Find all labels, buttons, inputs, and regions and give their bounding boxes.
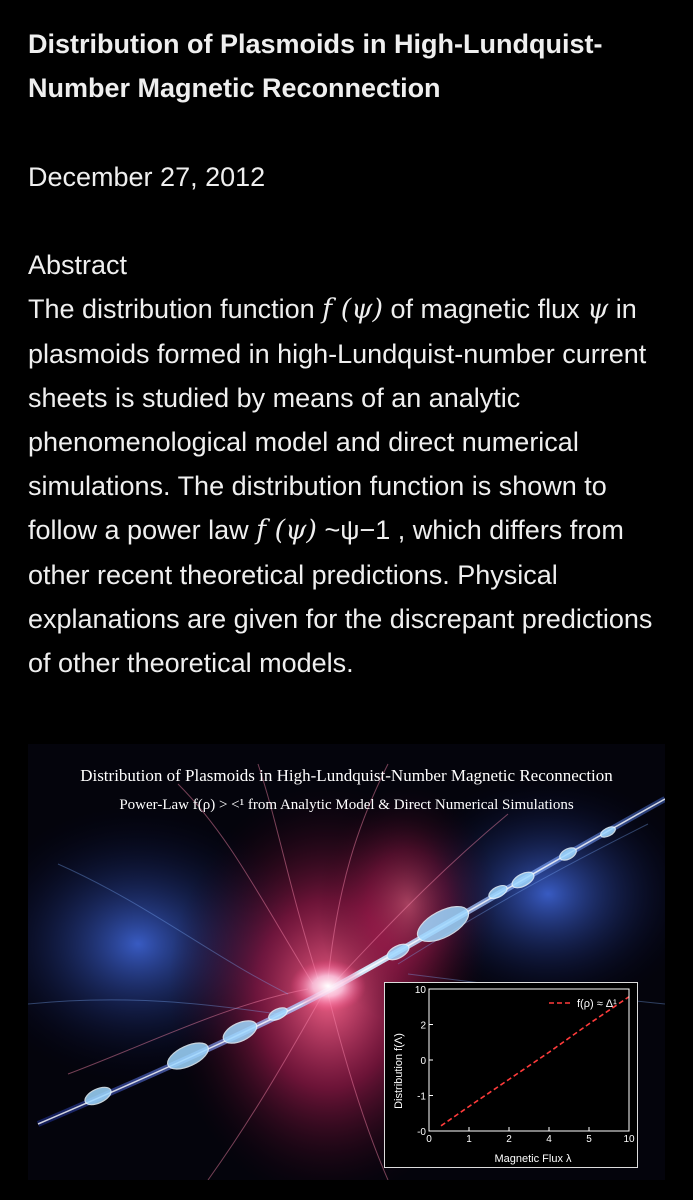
plasmoid-illustration (28, 744, 665, 1180)
legend-label: f(ρ) ≈ Δ¹ (577, 998, 617, 1010)
x-axis-title: Magnetic Flux λ (494, 1153, 572, 1165)
y-tick-label: -0 (417, 1127, 426, 1138)
y-axis-title: Distribution f(Λ) (393, 1033, 405, 1109)
x-tick-label: 2 (506, 1134, 512, 1145)
series-line (441, 997, 629, 1126)
abstract-heading: Abstract (28, 250, 128, 280)
x-tick-label: 1 (466, 1134, 472, 1145)
inset-chart-svg (385, 983, 637, 1167)
x-tick-label: 5 (586, 1134, 592, 1145)
math-psi: ψ (587, 294, 609, 325)
figure-title: Distribution of Plasmoids in High-Lundquist-Number Magnetic Reconnection (80, 766, 613, 785)
x-tick-label: 4 (546, 1134, 552, 1145)
abstract-part-2: of magnetic flux (383, 294, 588, 324)
y-tick-label: 2 (420, 1020, 426, 1032)
inset-chart (384, 982, 638, 1168)
plot-frame (429, 989, 629, 1131)
abstract-part-3: in plasmoids formed in high-Lundquist-number current sheets is studied by means of an analytic phenomenological model and direct numerical simulations. The distribution function is shown to follow a power law (28, 294, 647, 545)
math-f-psi-2: f (ψ) (256, 515, 317, 546)
abstract-part-1: The distribution function (28, 294, 323, 324)
abstract-part-4: ~ψ−1 , which differs from other recent theoretical predictions. Physical explanations are given for the discrepant predictions of other theoretical models. (28, 515, 653, 678)
abstract-text (28, 287, 678, 685)
figure-subtitle: Power-Law f(ρ) > <¹ from Analytic Model & Direct Numerical Simulations (119, 797, 574, 813)
publication-date: December 27, 2012 (28, 162, 266, 192)
x-tick-label: 0 (426, 1134, 432, 1145)
x-tick-label: 10 (623, 1134, 635, 1145)
y-tick-label: -1 (417, 1091, 426, 1103)
math-f-psi: f (ψ) (322, 294, 383, 325)
y-tick-label: 10 (414, 985, 426, 996)
page-title: Distribution of Plasmoids in High-Lundquist-Number Magnetic Reconnection (28, 29, 603, 103)
y-tick-label: 0 (420, 1056, 426, 1067)
